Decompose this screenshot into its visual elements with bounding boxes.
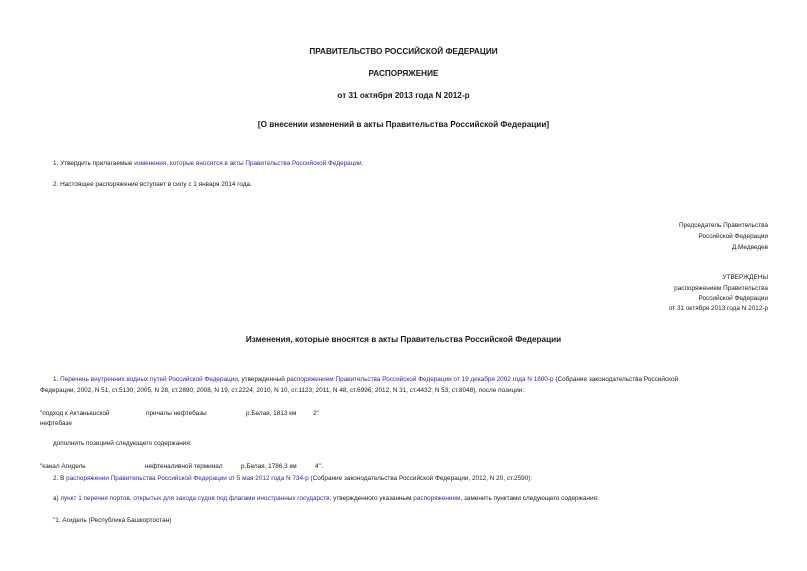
signature-name: Д.Медведев: [731, 244, 768, 251]
annex-item-2-prefix: 2. В: [53, 475, 67, 482]
annex-item-1-number: 1.: [53, 376, 61, 383]
document-type-heading: РАСПОРЯЖЕНИЕ: [368, 69, 439, 78]
table-row-2-location: р.Белая, 1786,3 км: [241, 463, 297, 470]
order-1800-link[interactable]: распоряжением Правительства Российской Федерации от 19 декабря 2002 года N 1800-р: [286, 376, 554, 383]
signature-country: Российской Федерации: [698, 233, 768, 240]
signature-position: Председатель Правительства: [679, 222, 768, 229]
changes-link[interactable]: изменения, которые вносятся в акты Правительства Российской Федерации: [134, 160, 362, 167]
paragraph-2: 2. Настоящее распоряжение вступает в силу с 1 января 2014 года.: [53, 181, 252, 188]
order-734-link[interactable]: распоряжении Правительства Российской Федерации от 5 мая 2012 года N 734-р: [66, 475, 309, 482]
supplement-text: дополнить позицией следующего содержания:: [53, 440, 192, 447]
annex-item-2-suffix: (Собрание законодательства Российской Федерации, 2012, N 20, ст.2590):: [308, 475, 533, 482]
annex-title: Изменения, которые вносятся в акты Правительства Российской Федерации: [245, 335, 562, 344]
table-row-2-object: нефтеналивной терминал: [145, 463, 223, 470]
annex-item-1-rest: (Собрание законодательства Российской: [553, 376, 679, 383]
annex-item-2a: [53, 495, 599, 502]
annex-item-2a-suffix: , заменить пунктами следующего содержания:: [460, 495, 599, 502]
paragraph-1-prefix: 1. Утвердить прилагаемые: [53, 160, 135, 167]
port-quote: "1. Агидель (Республика Башкортостан): [53, 517, 172, 524]
document-title: [О внесении изменений в акты Правительства Российской Федерации]: [257, 120, 550, 129]
approval-heading: УТВЕРЖДЕНЫ: [722, 274, 768, 281]
approval-date-number: от 31 октября 2013 года N 2012-р: [668, 305, 768, 312]
table-row-1-category: 2": [313, 410, 319, 417]
government-heading: ПРАВИТЕЛЬСТВО РОССИЙСКОЙ ФЕДЕРАЦИИ: [309, 47, 498, 56]
table-row-1-location: р.Белая, 1813 км: [246, 410, 297, 417]
paragraph-1: [53, 160, 363, 167]
annex-item-1-mid: , утвержденный: [237, 376, 287, 383]
table-row-1-name: "подход к Актанышской: [40, 410, 110, 417]
annex-item-1-line-2: Федерации, 2002, N 51, ст.5130; 2005, N 28, ст.2890; 2008, N 19, ст.2224; 2010, N 10, ст.1123; 2011, N 48, ст.6996; 2012, N 31, ст.4432; N 53, ст.8048), после позиции:: [40, 387, 525, 394]
table-row-2-name: "канал Агидель: [40, 463, 86, 470]
paragraph-1-suffix: .: [361, 160, 364, 167]
order-link[interactable]: распоряжением: [413, 495, 461, 502]
table-row-1-object: причалы нефтебазы: [146, 410, 207, 417]
approval-line-3: Российской Федерации: [698, 295, 768, 302]
ports-list-link[interactable]: пункт 1 перечня портов, открытых для захода судов под флагами иностранных государств: [60, 495, 330, 502]
annex-item-2a-mid: , утвержденного указанным: [329, 495, 414, 502]
document-date-number: от 31 октября 2013 года N 2012-р: [337, 91, 470, 100]
annex-item-1: [53, 376, 678, 383]
table-row-1-name-cont: нефтебазе: [40, 420, 72, 427]
approval-line-2: распоряжением Правительства: [674, 285, 768, 292]
table-row-2-category: 4".: [315, 463, 323, 470]
annex-item-2: [53, 475, 532, 482]
annex-item-2a-prefix: а): [53, 495, 61, 502]
waterways-list-link[interactable]: Перечень внутренних водных путей Российской Федерации: [60, 376, 238, 383]
